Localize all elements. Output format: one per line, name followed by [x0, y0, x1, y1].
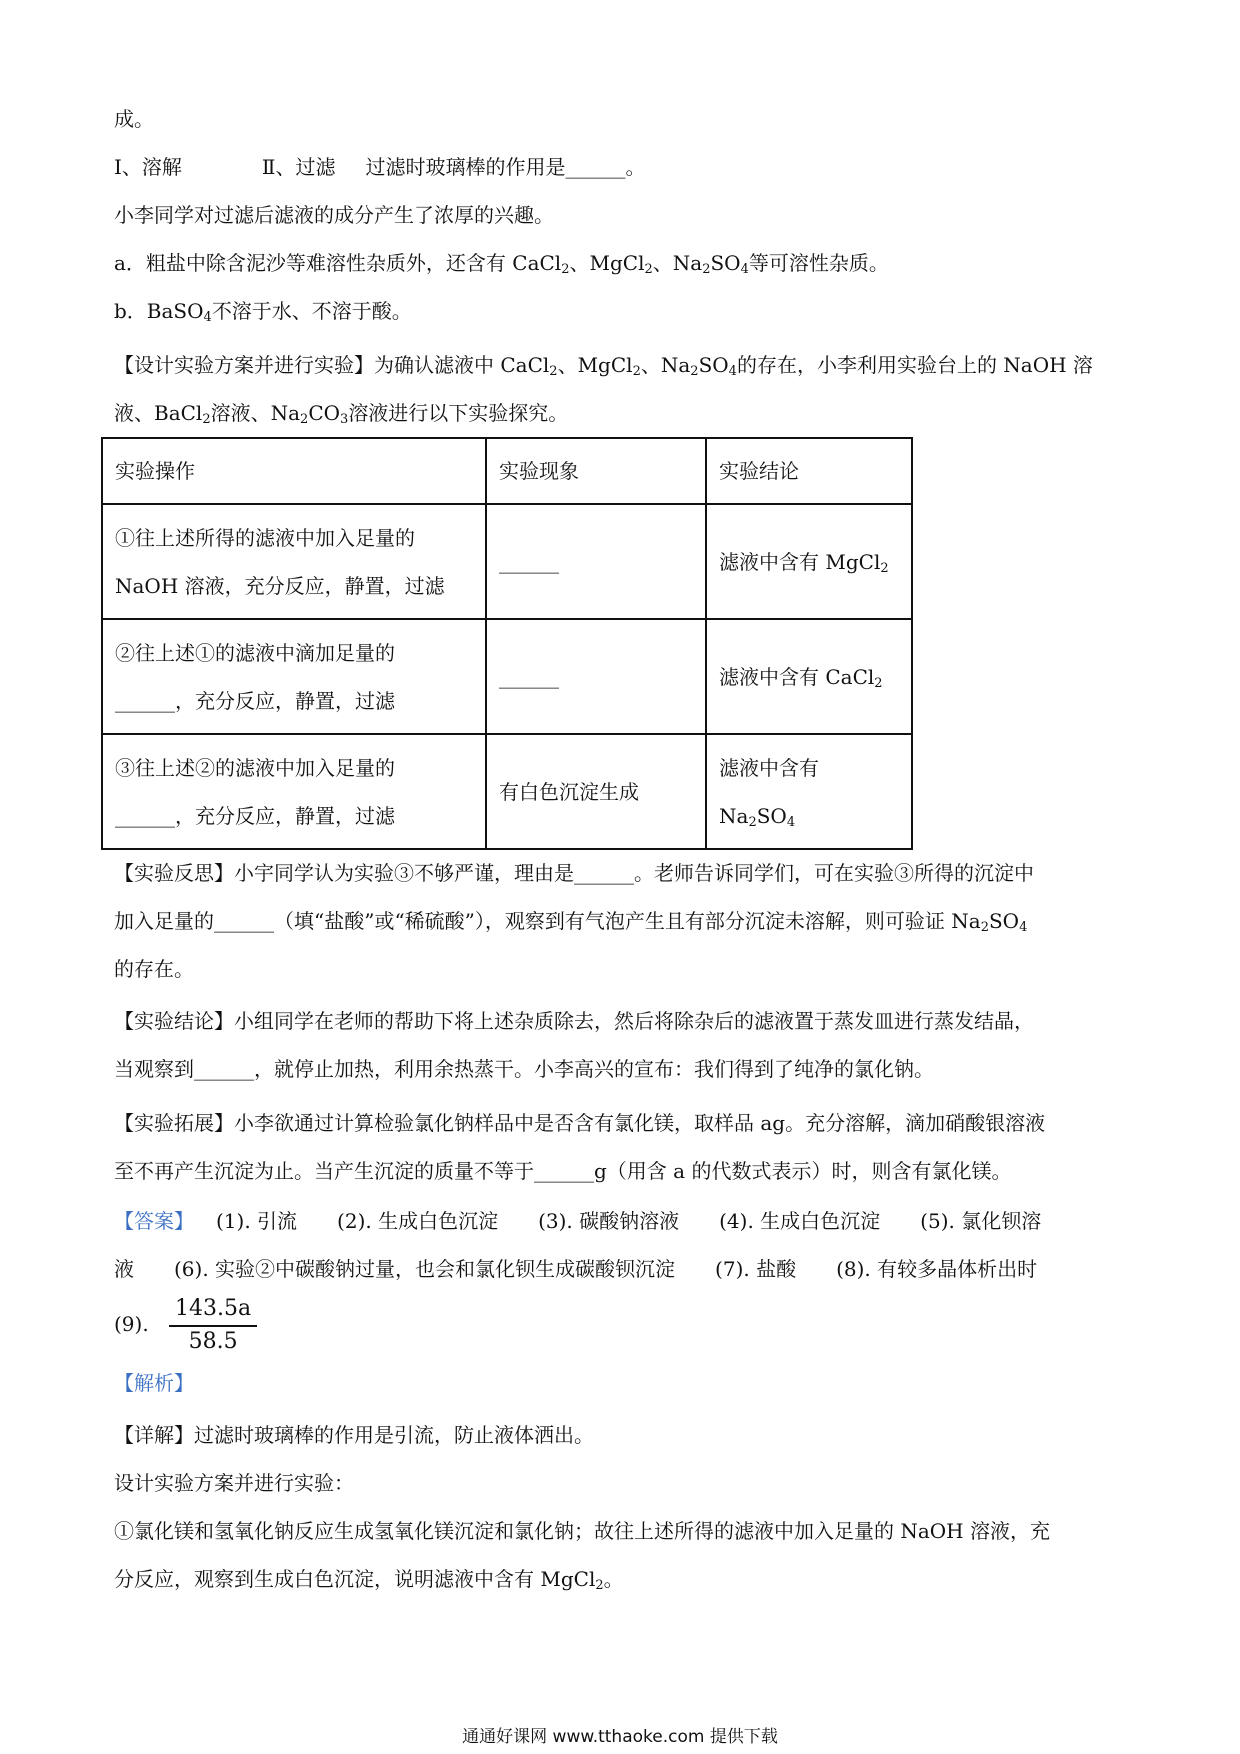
table-header-cell: 实验结论 — [706, 438, 912, 504]
text-line: 小李同学对过滤后滤液的成分产生了浓厚的兴趣。 — [114, 203, 554, 227]
table-row — [102, 734, 912, 849]
answer-label: 【答案】 — [114, 1209, 194, 1233]
answer-line: 液 (6). 实验②中碳酸钠过量，也会和氯化钡生成碳酸钡沉淀 (7). 盐酸 (8). 有较多晶体析出时 — [114, 1257, 1038, 1281]
fraction: $\frac{143.5a}{58.5}$ — [169, 1295, 257, 1357]
table-header-cell: 实验现象 — [486, 438, 706, 504]
text-line: 【实验结论】小组同学在老师的帮助下将上述杂质除去，然后将除杂后的滤液置于蒸发皿进行蒸发结晶， — [114, 1009, 1034, 1033]
text-line: 【实验反思】小宇同学认为实验③不够严谨，理由是______。老师告诉同学们，可在实验③所得的沉淀中 — [114, 861, 1034, 885]
text-line: Ⅰ、溶解 Ⅱ、过滤 过滤时玻璃棒的作用是______。 — [114, 155, 646, 179]
table-cell: ②往上述①的滤液中滴加足量的 ______，充分反应，静置，过滤 — [102, 619, 486, 734]
text-line: 成。 — [114, 107, 154, 131]
table-row — [102, 504, 912, 619]
text-line: b．BaSO$_4$不溶于水、不溶于酸。 — [114, 299, 412, 325]
answer-line: (9). $\frac{143.5a}{58.5}$ — [114, 1292, 1134, 1356]
table-header-row — [102, 438, 912, 504]
table-cell: 滤液中含有 $Na_2SO_4$ — [706, 734, 912, 849]
analysis-label-line — [114, 1368, 1134, 1398]
text-line: 分反应，观察到生成白色沉淀，说明滤液中含有 MgCl$_2$。 — [114, 1567, 624, 1593]
table-cell: 滤液中含有 CaCl$_2$ — [706, 619, 912, 734]
table-cell: 有白色沉淀生成 — [486, 734, 706, 849]
text-line: 【实验拓展】小李欲通过计算检验氯化钠样品中是否含有氯化镁，取样品 ag。充分溶解，滴加硝酸银溶液 — [114, 1111, 1046, 1135]
text-line: a．粗盐中除含泥沙等难溶性杂质外，还含有 CaCl$_2$、MgCl$_2$、$Na_2SO_4$等可溶性杂质。 — [114, 251, 889, 277]
table-cell: 滤液中含有 MgCl$_2$ — [706, 504, 912, 619]
page-footer: 通通好课网 www.tthaoke.com 提供下载 — [462, 1727, 778, 1747]
answer-line: 【答案】 (1). 引流 (2). 生成白色沉淀 (3). 碳酸钠溶液 (4). 生成白色沉淀 (5). 氯化钡溶 — [114, 1209, 1042, 1233]
text-line: 设计实验方案并进行实验： — [114, 1471, 354, 1495]
text-line: 加入足量的______（填“盐酸”或“稀硫酸”），观察到有气泡产生且有部分沉淀未溶解，则可验证 $Na_2SO_4$ — [114, 909, 1028, 935]
table-cell: ______ — [486, 504, 706, 619]
text-line: 至不再产生沉淀为止。当产生沉淀的质量不等于______g（用含 a 的代数式表示）时，则含有氯化镁。 — [114, 1159, 1012, 1183]
analysis-label: 【解析】 — [114, 1371, 194, 1395]
table-header-cell: 实验操作 — [102, 438, 486, 504]
table-cell: ①往上述所得的滤液中加入足量的 NaOH 溶液，充分反应，静置，过滤 — [102, 504, 486, 619]
table-cell: ③往上述②的滤液中加入足量的 ______，充分反应，静置，过滤 — [102, 734, 486, 849]
text-line: ①氯化镁和氢氧化钠反应生成氢氧化镁沉淀和氯化钠；故往上述所得的滤液中加入足量的 NaOH 溶液，充 — [114, 1519, 1050, 1543]
text-line: 的存在。 — [114, 957, 194, 981]
text-line: 【详解】过滤时玻璃棒的作用是引流，防止液体洒出。 — [114, 1423, 594, 1447]
table-row — [102, 619, 912, 734]
table-cell: ______ — [486, 619, 706, 734]
text-line: 液、BaCl$_2$溶液、$Na_2CO_3$溶液进行以下实验探究。 — [114, 401, 569, 427]
text-line: 当观察到______，就停止加热，利用余热蒸干。小李高兴的宣布：我们得到了纯净的氯化钠。 — [114, 1057, 934, 1081]
text-line: 【设计实验方案并进行实验】为确认滤液中 CaCl$_2$、MgCl$_2$、$Na_2SO_4$的存在，小李利用实验台上的 NaOH 溶 — [114, 353, 1093, 379]
experiment-table — [101, 437, 913, 850]
